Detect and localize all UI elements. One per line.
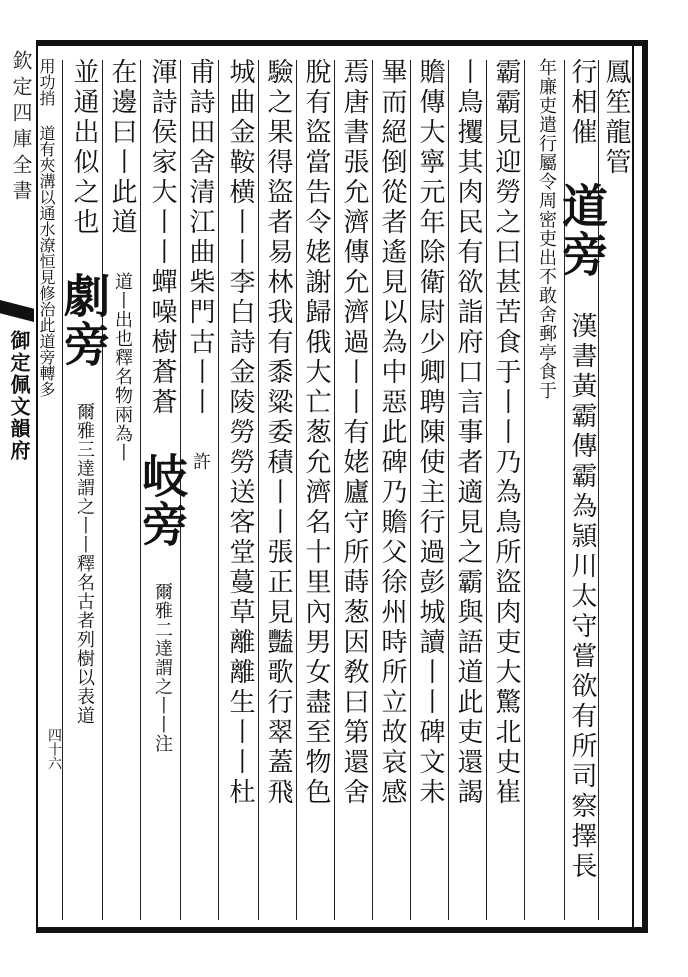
column-text: 行相催 (567, 58, 597, 148)
margin-collection-title: 欽定四庫全書 (9, 50, 33, 206)
column-text: 丨鳥攫其肉民有欲詣府口言事者適見之霸與語道此吏還謁 (453, 58, 483, 808)
frame-bottom-border (36, 927, 648, 933)
column-text: 用功捎 (37, 58, 56, 106)
text-column-4 (488, 58, 524, 924)
column-text: 城曲金鞍横丨丨李白詩金陵勞勞送客堂蔓草離離生丨丨杜 (225, 58, 255, 808)
column-text: 贍傳大寧元年除衛尉少卿聘陳使主行過彭城讀丨丨碑文未 (415, 58, 445, 808)
headword: 岐旁 (135, 452, 189, 548)
text-column-11 (220, 58, 258, 924)
column-rule (524, 60, 525, 920)
column-text: 焉唐書張允濟傳允濟過丨丨有姥廬守所蒔葱因敎曰第還舍 (339, 58, 369, 808)
text-column-5 (450, 58, 486, 924)
margin-book-title: 御定佩文韻府 (7, 330, 31, 462)
text-column-15 (57, 58, 111, 924)
text-column-6 (412, 58, 448, 924)
annotation-text: 年廉吏遣行屬令周密吏出不敢舍郵亭食于 (536, 58, 557, 400)
text-column-9 (298, 58, 334, 924)
column-text: 渾詩侯家大丨丨蟬噪樹蒼蒼 (147, 58, 177, 418)
column-text: 道有夾溝以通水潦恒見修治此道旁轉多 (37, 125, 56, 397)
column-text: 畢而絕倒從者遙見以為中惡此碑乃贍父徐州時所立故哀感 (377, 58, 407, 808)
column-text: 並通出似之也 (69, 58, 99, 238)
text-column-7 (374, 58, 410, 924)
text-column-16 (37, 58, 64, 924)
annotation-text: 許 (190, 452, 211, 471)
column-rule (372, 60, 373, 920)
column-text: 在邊曰丨此道 (107, 58, 137, 238)
column-rule (296, 60, 297, 920)
annotation-text: 道丨出也釋名物兩為丨 (112, 272, 133, 462)
column-text: 漢書黃霸傳霸為頴川太守嘗欲有所司察擇長 (567, 312, 597, 882)
annotation-text: 爾雅三達謂之丨丨釋名古者列樹以表道 (74, 402, 95, 725)
headword: 道旁 (555, 182, 609, 278)
column-rule (334, 60, 335, 920)
column-text: 鳳笙龍管 (601, 58, 631, 178)
annotation-text: 爾雅二達謂之丨丨注 (152, 582, 173, 753)
text-column-3 (526, 58, 564, 924)
text-column-8 (336, 58, 372, 924)
column-text: 甫詩田舍清江曲柴門古丨丨 (185, 58, 215, 418)
text-column-10 (260, 58, 296, 924)
text-column-13 (135, 58, 189, 924)
text-column-14 (104, 58, 140, 924)
column-rule (448, 60, 449, 920)
column-rule (486, 60, 487, 920)
column-rule (258, 60, 259, 920)
column-text: 脫有盜當告令姥謝歸俄大亡葱允濟名十里內男女盡至物色 (301, 58, 331, 808)
column-rule (410, 60, 411, 920)
frame-top-border (36, 40, 648, 46)
column-rule (102, 60, 103, 920)
headword: 劇旁 (57, 272, 111, 368)
column-text: 霸霸見迎勞之曰甚苦食于丨丨乃為鳥所盜肉吏大驚北史崔 (491, 58, 521, 808)
column-text: 驗之果得盜者易林我有黍粱委積丨丨張正見豔歌行翠蓋飛 (263, 58, 293, 808)
column-rule (218, 60, 219, 920)
frame-right-border (642, 40, 648, 933)
text-column-2 (555, 58, 609, 924)
page-number: 四十六 (46, 728, 62, 770)
